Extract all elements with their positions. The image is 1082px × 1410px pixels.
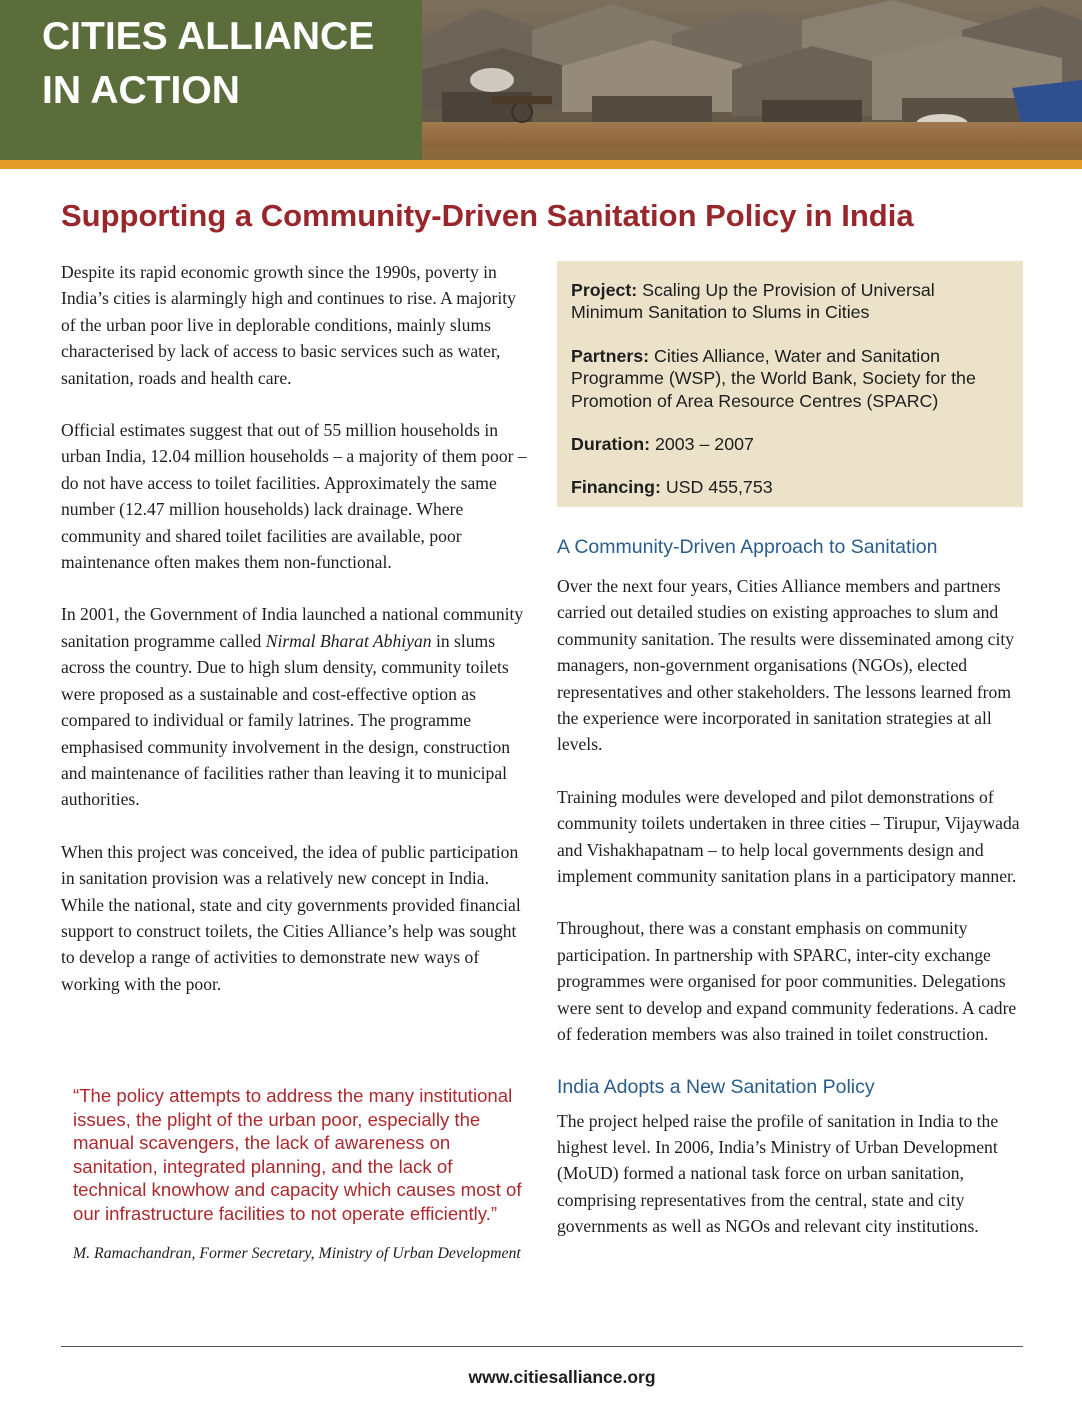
quote-attribution: M. Ramachandran, Former Secretary, Ministry of Urban Development	[73, 1244, 521, 1262]
header-title-line-2: IN ACTION	[42, 69, 240, 112]
programme-name: Nirmal Bharat Abhiyan	[265, 630, 432, 651]
left-column	[61, 259, 533, 997]
page-title: Supporting a Community-Driven Sanitation Policy in India	[61, 198, 914, 233]
statistics-paragraph: Official estimates suggest that out of 55 million households in urban India, 12.04 million households – a majority of them poor – do not have access to toilet facilities. Approximately the same number (12.47 million households) lack drainage. Where community and shared toilet facilities are available, poor maintenance often makes them non-functional.	[61, 420, 527, 573]
intro-paragraph: Despite its rapid economic growth since the 1990s, poverty in India’s cities is alarmingly high and continues to rise. A majority of the urban poor live in deplorable conditions, mainly slums characterised by lack of access to basic services such as water, sanitation, roads and health care.	[61, 262, 516, 388]
section-heading-policy: India Adopts a New Sanitation Policy	[557, 1075, 875, 1098]
quote-text: “The policy attempts to address the many institutional issues, the plight of the urban poor, especially the manual scavengers, the lack of awareness on sanitation, integrated planning, and the lack of technical knowhow and capacity which causes most of our infrastructure facilities to not operate efficiently.”	[73, 1085, 522, 1224]
right-column	[557, 534, 1027, 1240]
header-accent-rule	[0, 160, 1082, 169]
section-heading-approach: A Community-Driven Approach to Sanitation	[557, 536, 938, 558]
pull-quote	[73, 1084, 523, 1266]
project-origin-paragraph: When this project was conceived, the idea of public participation in sanitation provision was a relatively new concept in India. While the national, state and city governments provided financial support to construct toilets, the Cities Alliance’s help was sought to develop a range of activities to demonstrate new ways of working with the poor.	[61, 841, 521, 994]
studies-paragraph: Over the next four years, Cities Alliance members and partners carried out detailed studies on existing approaches to slum and community sanitation. The results were disseminated among city managers, non-government organisations (NGOs), elected representatives and other stakeholders. The lessons learned from the experience were incorporated in sanitation strategies at all levels.	[557, 576, 1015, 755]
training-paragraph: Training modules were developed and pilot demonstrations of community toilets undertaken in three cities – Tirupur, Vijaywada and Vishakhapatnam – to help local governments design and implement community sanitation plans in a participatory manner.	[557, 786, 1020, 887]
header-title-line-1: CITIES ALLIANCE	[42, 15, 375, 58]
footer-divider	[61, 1346, 1023, 1347]
slum-photo-icon	[422, 0, 1082, 160]
header-title	[0, 0, 422, 160]
partners-row: Partners: Cities Alliance, Water and Sanitation Programme (WSP), the World Bank, Society for the Promotion of Area Resource Centres (SPARC)	[571, 345, 976, 411]
duration-row: Duration: 2003 – 2007	[571, 434, 754, 455]
financing-row: Financing: USD 455,753	[571, 477, 773, 498]
programme-paragraph: In 2001, the Government of India launched a national community sanitation programme called Nirmal Bharat Abhiyan in slums across the country. Due to high slum density, community toilets were proposed as a sustainable and cost-effective option as compared to individual or family latrines. The programme emphasised community involvement in the design, construction and maintenance of facilities rather than leaving it to municipal authorities.	[61, 604, 524, 810]
project-info-box	[557, 261, 1023, 507]
footer-website-link[interactable]: www.citiesalliance.org	[468, 1367, 656, 1387]
header-band	[0, 0, 1082, 160]
participation-paragraph: Throughout, there was a constant emphasis on community participation. In partnership with SPARC, inter-city exchange programmes were organised for poor communities. Delegations were sent to develop and expand community federations. A cadre of federation members was also trained in toilet construction.	[557, 918, 1017, 1045]
project-row: Project: Scaling Up the Provision of Universal Minimum Sanitation to Slums in Cities	[571, 280, 935, 323]
policy-paragraph: The project helped raise the profile of sanitation in India to the highest level. In 2006, India’s Ministry of Urban Development (MoUD) formed a national task force on urban sanitation, comprising representatives from the central, state and city governments as well as NGOs and relevant city institutions.	[557, 1110, 999, 1237]
